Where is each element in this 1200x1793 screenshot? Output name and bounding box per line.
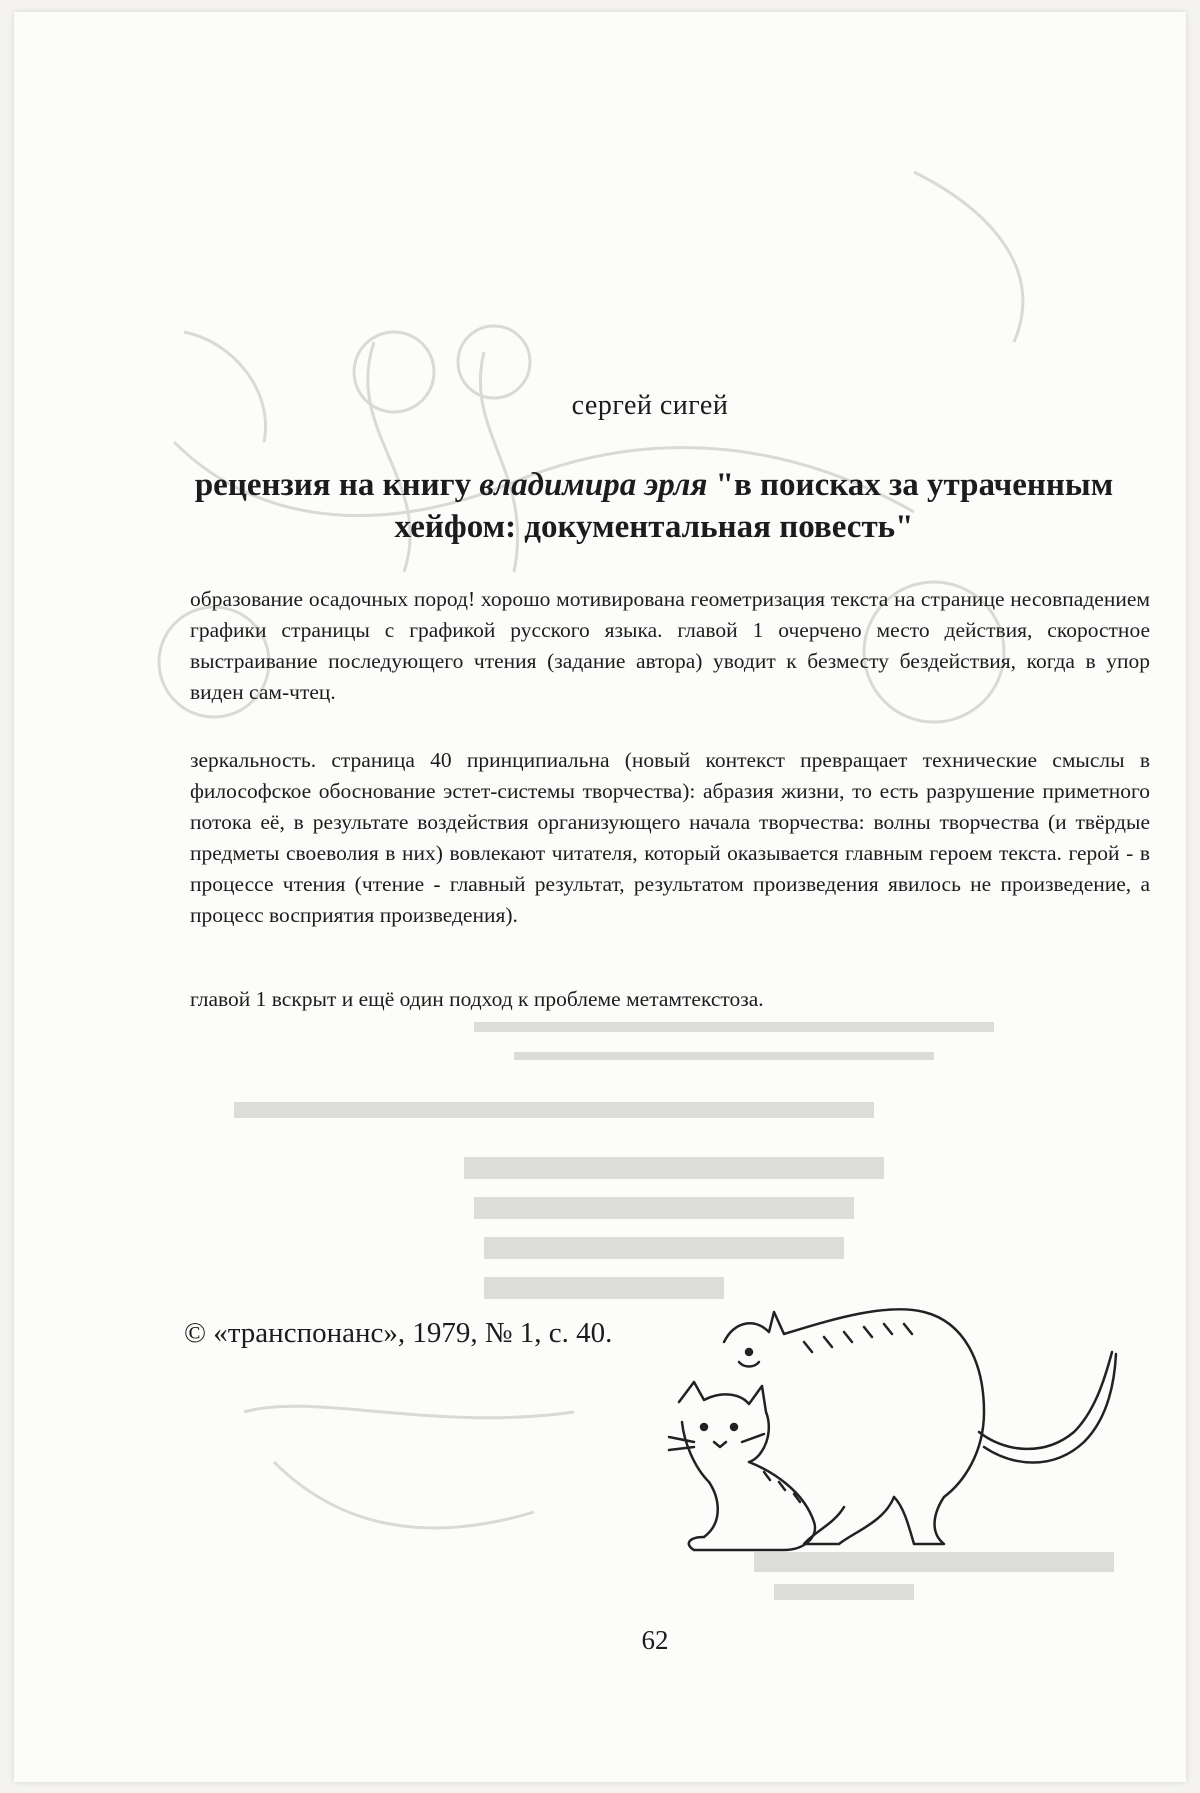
paragraph-2: зеркальность. страница 40 принципиальна (новый контекст превращает технические смыслы в философское обоснование эстет-системы творчества): абразия жизни, то есть разрушение приметного потока её, в результате воздействия организующего начала творчества: волны творчества (и твёрдые предметы своеволия в них) вовлекают читателя, который оказывается главным героем текста. герой - в процессе чтения (чтение - главный результат, результатом произведения явилось не произведение, а процесс восприятия произведения). xyxy=(190,748,1150,927)
title-part-2: "в поисках за утраченным хейфом: документальная повесть" xyxy=(394,467,1114,545)
page-number: 62 xyxy=(641,1625,669,1655)
paragraph-1: образование осадочных пород! хорошо мотивирована геометризация текста на странице несовпадением графики страницы с графикой русского языка. главой 1 очерчено место действия, скоростное выстраивание последующего чтения (задание автора) уводит к безместу бездействия, когда в упор виден сам-чтец. xyxy=(190,587,1150,704)
cats-illustration xyxy=(664,1282,1164,1582)
author-name: сергей сигей xyxy=(571,390,729,421)
paragraph-3: главой 1 вскрыт и ещё один подход к проблеме метамтекстоза. xyxy=(190,987,764,1011)
article-title xyxy=(194,464,1114,548)
copyright-line: © «транспонанс», 1979, № 1, с. 40. xyxy=(184,1317,613,1349)
title-italic-name: владимира эрля xyxy=(479,467,708,503)
document-page xyxy=(14,12,1186,1782)
title-part-1: рецензия на книгу xyxy=(194,467,480,503)
